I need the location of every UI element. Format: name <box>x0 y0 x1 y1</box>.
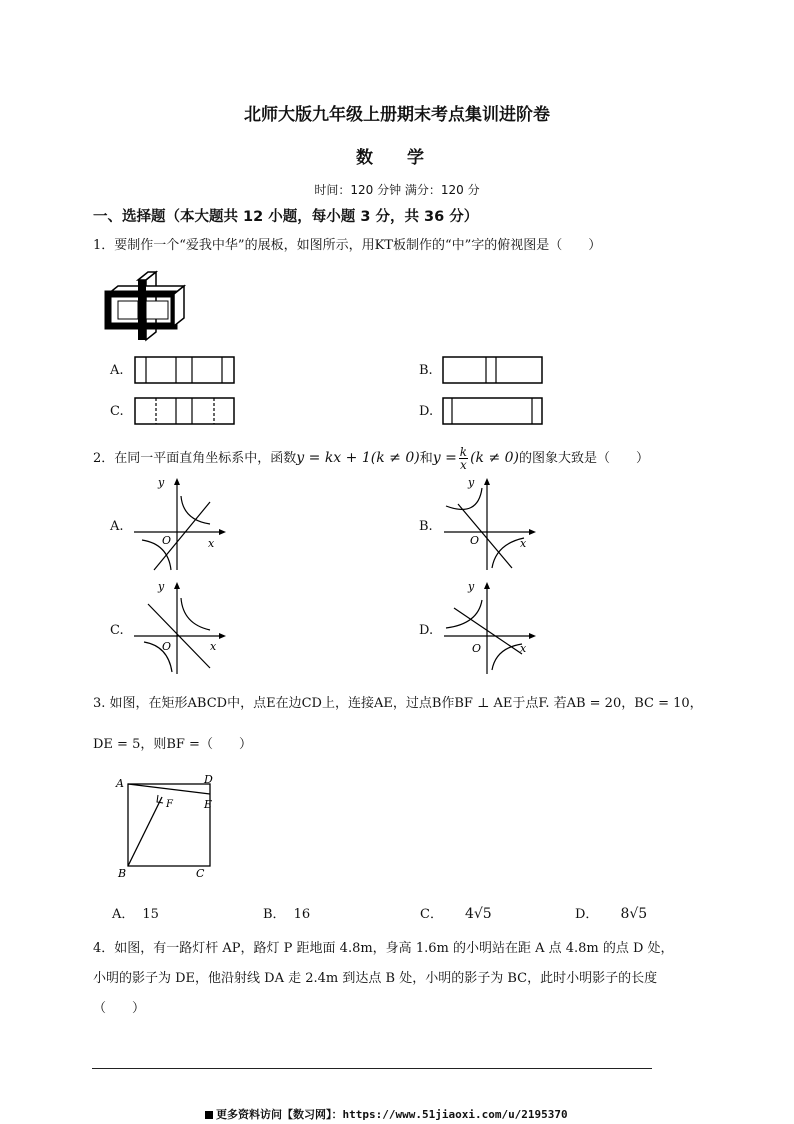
q3-label-e: E <box>204 798 213 811</box>
footer-divider <box>92 1068 652 1069</box>
q2-d-x-label: x <box>520 642 527 655</box>
question-2-text <box>93 446 649 471</box>
q2-option-a-label: A. <box>110 519 124 534</box>
q2-d-y-label: y <box>468 580 475 593</box>
q2-a-origin-label: O <box>162 534 172 547</box>
q2-option-d-graph <box>440 578 540 678</box>
q1-option-b-label: B. <box>419 363 433 378</box>
q1-option-d-figure <box>442 397 544 427</box>
q2-option-a-graph <box>130 474 230 574</box>
question-4-line-2: 小明的影子为 DE，他沿射线 DA 走 2.4m 到达点 B 处，小明的影子为 BC，此时小明影子的长度 <box>93 971 658 986</box>
q2-option-d-label: D. <box>419 623 434 638</box>
q3-option-d <box>575 903 647 922</box>
q2-option-b-label: B. <box>419 519 433 534</box>
q3-label-f: F <box>166 799 173 810</box>
q3-option-c-letter: C． <box>420 907 443 922</box>
q2-option-c-graph <box>130 578 230 678</box>
q1-zhong-figure <box>104 270 194 345</box>
q2-b-origin-label: O <box>470 534 480 547</box>
q2-fraction <box>459 446 468 471</box>
subject-title: 数 学 <box>356 148 438 168</box>
q3-option-b <box>263 903 310 922</box>
time-score-line: 时间：120 分钟 满分：120 分 <box>314 183 480 197</box>
q3-option-b-letter: B． <box>263 907 286 922</box>
page-title: 北师大版九年级上册期末考点集训进阶卷 <box>244 105 550 125</box>
q2-equation-2-rest: (k ≠ 0) <box>470 450 520 466</box>
q3-label-b: B <box>118 867 127 880</box>
q2-a-x-label: x <box>208 537 215 550</box>
q2-c-y-label: y <box>158 580 165 593</box>
q3-option-c <box>420 903 492 922</box>
q3-rectangle-figure <box>112 770 224 882</box>
q2-d-origin-label: O <box>472 642 482 655</box>
q3-option-a <box>112 903 159 922</box>
q2-option-c-label: C. <box>110 623 124 638</box>
q2-a-y-label: y <box>158 476 165 489</box>
q1-option-c-label: C. <box>110 404 124 419</box>
q3-option-a-letter: A． <box>112 907 135 922</box>
q3-label-a: A <box>116 777 124 790</box>
question-3-line-1: 3. 如图，在矩形ABCD中，点E在边CD上，连接AE，过点B作BF ⊥ AE于点F. 若AB = 20，BC = 10， <box>93 696 703 711</box>
q2-option-b-graph <box>440 474 540 574</box>
q2-and: 和 <box>419 451 433 466</box>
q3-option-d-value: 8√5 <box>620 906 648 922</box>
q2-b-x-label: x <box>520 537 527 550</box>
q3-option-a-value: 15 <box>142 907 159 922</box>
q1-option-c-figure <box>134 397 236 427</box>
q1-option-b-figure <box>442 356 544 386</box>
q2-c-origin-label: O <box>162 640 172 653</box>
question-4-line-1: 4．如图，有一路灯杆 AP，路灯 P 距地面 4.8m，身高 1.6m 的小明站在距 A 点 4.8m 的点 D 处， <box>93 941 674 956</box>
question-1-text: 1．要制作一个“爱我中华”的展板，如图所示，用KT板制作的“中”字的俯视图是（ ） <box>93 238 602 253</box>
q1-option-a-figure <box>134 356 236 386</box>
q2-equation-2-lhs: y = <box>432 450 457 466</box>
q2-text-pre: 2．在同一平面直角坐标系中，函数 <box>93 451 297 466</box>
q2-fraction-denominator: x <box>460 458 467 472</box>
footer-text: 更多资料访问【数习网】：https://www.51jiaoxi.com/u/2195370 <box>216 1108 568 1121</box>
q3-option-d-letter: D． <box>575 907 599 922</box>
q3-label-c: C <box>196 867 205 880</box>
footer-link[interactable] <box>205 1106 568 1122</box>
q1-option-a-label: A. <box>110 363 124 378</box>
q2-text-post: 的图象大致是（ ） <box>519 451 650 466</box>
flag-icon <box>205 1111 213 1119</box>
q3-label-d: D <box>204 773 213 786</box>
q1-option-d-label: D. <box>419 404 434 419</box>
question-3-line-2: DE = 5，则BF =（ ） <box>93 737 252 752</box>
q2-b-y-label: y <box>468 476 475 489</box>
q3-option-b-value: 16 <box>293 907 311 922</box>
section-heading: 一、选择题（本大题共 12 小题，每小题 3 分，共 36 分） <box>93 209 479 225</box>
question-4-line-3: （ ） <box>93 1001 146 1016</box>
q2-equation-1: y = kx + 1(k ≠ 0) <box>296 450 420 466</box>
q3-option-c-value: 4√5 <box>464 906 492 922</box>
q2-c-x-label: x <box>210 640 217 653</box>
q2-fraction-numerator: k <box>459 445 468 459</box>
